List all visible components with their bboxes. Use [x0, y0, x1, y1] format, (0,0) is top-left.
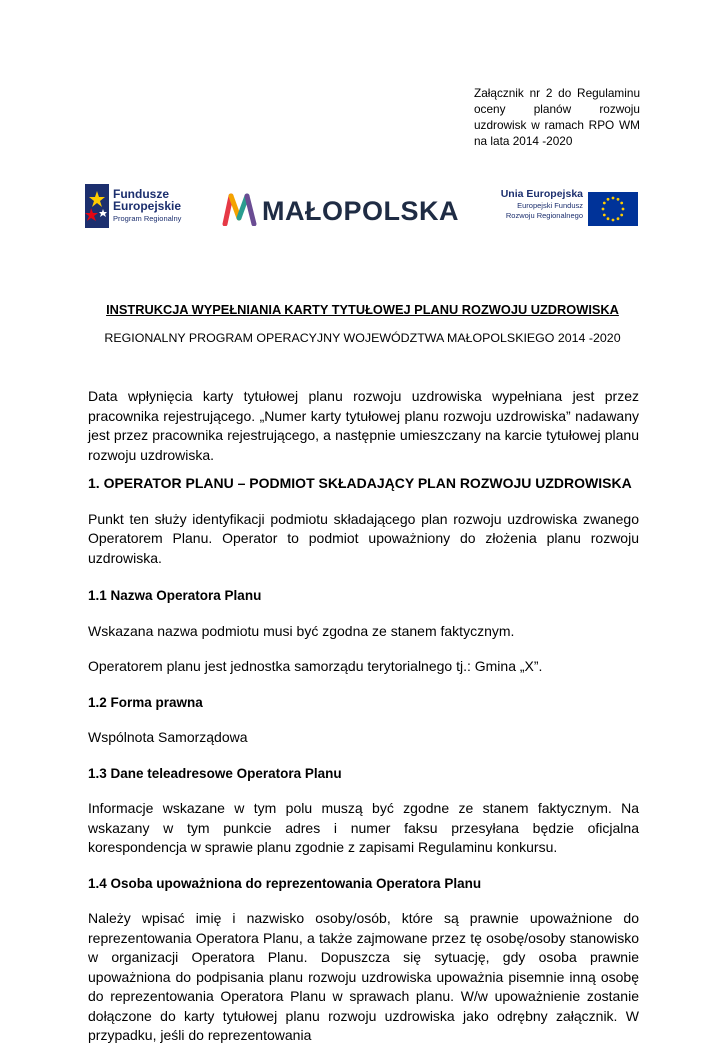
section-1-1-heading: 1.1 Nazwa Operatora Planu [88, 588, 262, 603]
fundusze-europejskie-logo [85, 184, 225, 230]
annex-line: Załącznik nr 2 do Regulaminu [474, 86, 640, 100]
ue-line1: Unia Europejska [500, 188, 583, 200]
section-1-2-heading: 1.2 Forma prawna [88, 694, 203, 710]
section-1-3-heading: 1.3 Dane teleadresowe Operatora Planu [88, 765, 342, 781]
document-subtitle: REGIONALNY PROGRAM OPERACYJNY WOJEWÓDZTWA MAŁOPOLSKIEGO 2014 -2020 [104, 331, 621, 345]
logo-bar [0, 180, 725, 240]
annex-line: oceny planów rozwoju [474, 102, 640, 116]
fundusze-line2: Europejskie [113, 199, 182, 213]
section-1-1-text-2: Operatorem planu jest jednostka samorządu terytorialnego tj.: Gmina „X”. [88, 658, 543, 674]
annex-line: na lata 2014 -2020 [474, 134, 573, 148]
fundusze-line3: Program Regionalny [113, 214, 182, 223]
malopolska-m-icon [222, 192, 258, 226]
unia-europejska-logo [496, 188, 641, 228]
section-1-heading: 1. OPERATOR PLANU – PODMIOT SKŁADAJĄCY PLAN ROZWOJU UZDROWISKA [88, 475, 632, 491]
annex-note [474, 85, 640, 149]
document-body [88, 387, 639, 1046]
fundusze-star-icon [85, 184, 109, 228]
section-1-text: Punkt ten służy identyfikacji podmiotu składającego plan rozwoju uzdrowiska zwanego Operatorem Planu. Operator to podmiot upoważniony do złożenia planu rozwoju uzdrowiska. [88, 510, 639, 566]
section-1-3-text: Informacje wskazane w tym polu muszą być zgodne ze stanem faktycznym. Na wskazany w tym punkcie adres i numer faksu przesyłana będzie oficjalna korespondencja w sprawie planu zgodnie z zapisami Regulaminu konkursu. [88, 800, 639, 855]
section-1-1-text-1: Wskazana nazwa podmiotu musi być zgodna ze stanem faktycznym. [88, 622, 515, 639]
eu-flag-icon [588, 192, 638, 226]
ue-line2: Europejski Fundusz [517, 201, 583, 210]
section-1-4-text: Należy wpisać imię i nazwisko osoby/osób, które są prawnie upoważnione do reprezentowania Operatora Planu, a także zajmowane przez tę osobę/osoby stanowisko w organizacji Operatora Planu. Dopuszcza się sytuację, gdy osoba prawnie upoważniona do podpisania planu rozwoju uzdrowiska upoważnia pisemnie inną osobę do reprezentowania Operatora Planu w sprawach planu. W/w upoważnienie zostanie dołączone do karty tytułowej planu rozwoju uzdrowiska jako odrębny załącznik. W przypadku, jeśli do reprezentowania [88, 910, 639, 1043]
malopolska-wordmark: MAŁOPOLSKA [262, 196, 459, 226]
fundusze-line1: Fundusze [113, 187, 169, 201]
section-1-2-text: Wspólnota Samorządowa [88, 729, 248, 745]
intro-paragraph: Data wpłynięcia karty tytułowej planu rozwoju uzdrowiska wypełniana jest przez pracownika rejestrującego. „Numer karty tytułowej planu rozwoju uzdrowiska” nadawany jest przez pracownika rejestrującego, a następnie umieszczany na karcie tytułowej planu rozwoju uzdrowiska. [88, 388, 639, 463]
malopolska-logo [222, 192, 467, 228]
ue-line3: Rozwoju Regionalnego [505, 210, 583, 220]
annex-line: uzdrowisk w ramach RPO WM [474, 118, 640, 132]
document-title: INSTRUKCJA WYPEŁNIANIA KARTY TYTUŁOWEJ PLANU ROZWOJU UZDROWISKA [106, 302, 619, 317]
section-1-4-heading: 1.4 Osoba upoważniona do reprezentowania Operatora Planu [88, 875, 482, 891]
